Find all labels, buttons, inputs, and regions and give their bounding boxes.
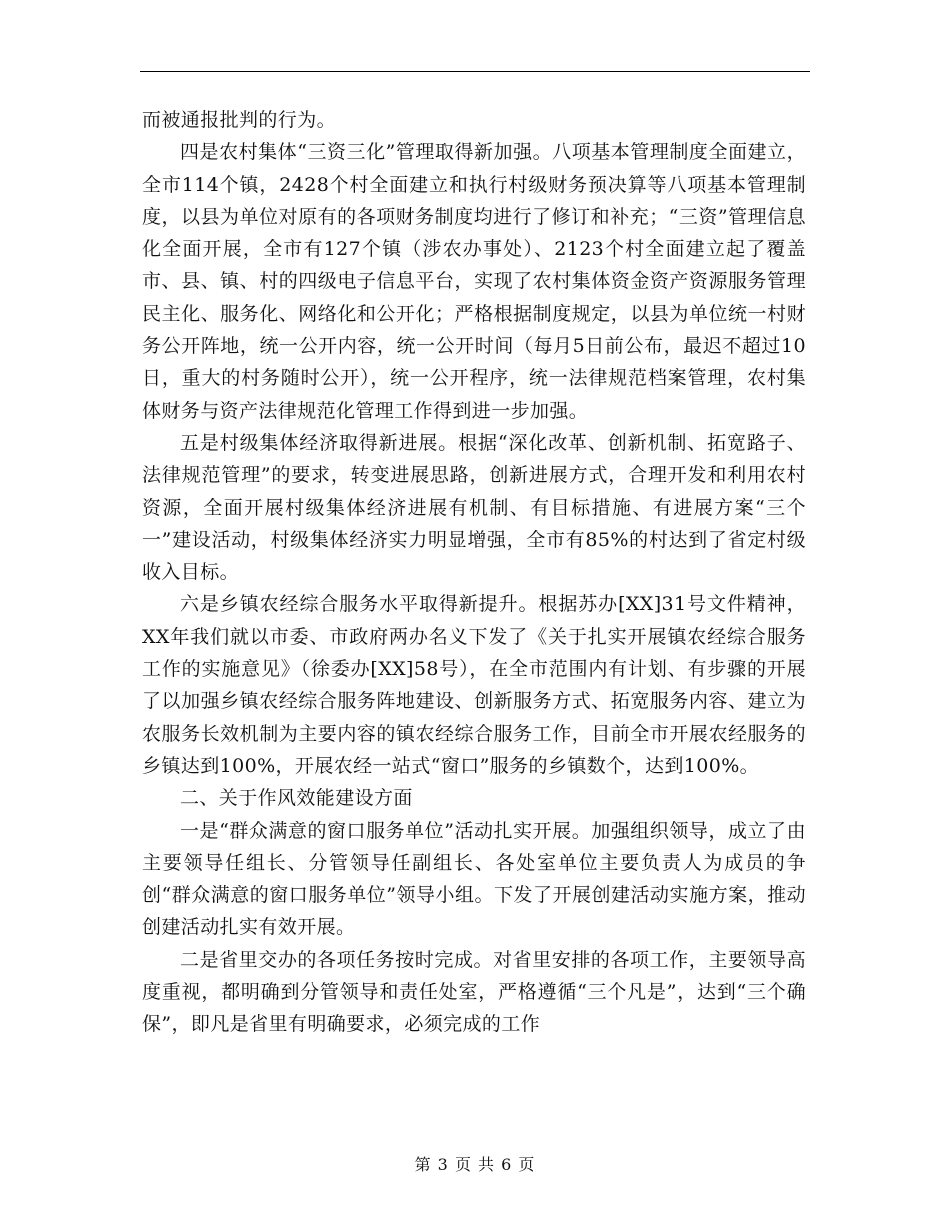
paragraph-5: 一是“群众满意的窗口服务单位”活动扎实开展。加强组织领导，成立了由主要领导任组长、分管领导任副组长、各处室单位主要负责人为成员的争创“群众满意的窗口服务单位”领导小组。下发了开展创建活动实施方案，推动创建活动扎实有效开展。: [142, 819, 806, 939]
paragraph-3: 五是村级集体经济取得新进展。根据“深化改革、创新机制、拓宽路子、法律规范管理”的要求，转变进展思路，创新进展方式，合理开发和利用农村资源，全面开展村级集体经济进展有机制、有目标措施、有进展方案“三个一”建设活动，村级集体经济实力明显增强，全市有85%的村达到了省定村级收入目标。: [142, 431, 806, 584]
paragraph-2: 四是农村集体“三资三化”管理取得新加强。八项基本管理制度全面建立，全市114个镇，2428个村全面建立和执行村级财务预决算等八项基本管理制度，以县为单位对原有的各项财务制度均进行了修订和补充；“三资”管理信息化全面开展，全市有127个镇（涉农办事处）、2123个村全面建立起了覆盖市、县、镇、村的四级电子信息平台，实现了农村集体资金资产资源服务管理民主化、服务化、网络化和公开化；严格根据制度规定，以县为单位统一村财务公开阵地，统一公开内容，统一公开时间（每月5日前公布，最迟不超过10日，重大的村务随时公开），统一公开程序，统一法律规范档案管理，农村集体财务与资产法律规范化管理工作得到进一步加强。: [142, 141, 806, 422]
header-rule: [140, 71, 810, 72]
document-body: [142, 104, 806, 1041]
section-heading: 二、关于作风效能建设方面: [180, 787, 413, 810]
paragraph-6: 二是省里交办的各项任务按时完成。对省里安排的各项工作，主要领导高度重视，都明确到分管领导和责任处室，严格遵循“三个凡是”，达到“三个确保”，即凡是省里有明确要求，必须完成的工作: [142, 948, 806, 1036]
paragraph-1: 而被通报批判的行为。: [142, 109, 337, 131]
paragraph-4: 六是乡镇农经综合服务水平取得新提升。根据苏办[XX]31号文件精神，XX年我们就以市委、市政府两办名义下发了《关于扎实开展镇农经综合服务工作的实施意见》（徐委办[XX]58号），在全市范围内有计划、有步骤的开展了以加强乡镇农经综合服务阵地建设、创新服务方式、拓宽服务内容、建立为农服务长效机制为主要内容的镇农经综合服务工作，目前全市开展农经服务的乡镇达到100%，开展农经一站式“窗口”服务的乡镇数个，达到100%。: [142, 593, 806, 777]
page-footer: 第 3 页 共 6 页: [414, 1155, 536, 1174]
